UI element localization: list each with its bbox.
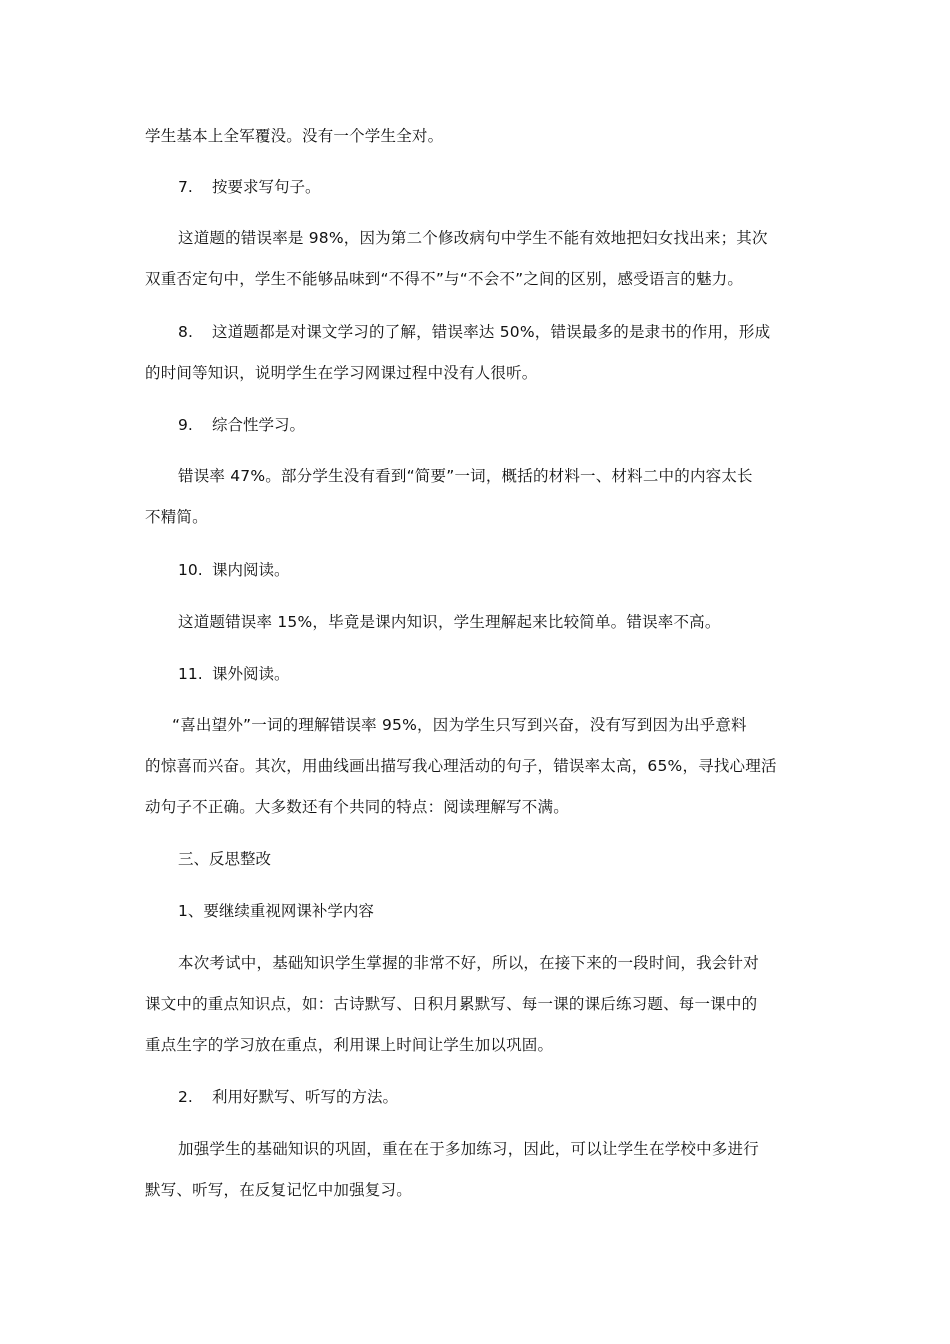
- subsection-heading-1: 1、要继续重视网课补学内容: [178, 902, 374, 920]
- heading-item-9: 9. 综合性学习。: [178, 416, 306, 434]
- paragraph-subsection-2: 加强学生的基础知识的巩固，重在在于多加练习，因此，可以让学生在学校中多进行 默写、听写，在反复记忆中加强复习。: [145, 1140, 759, 1199]
- paragraph-item-11: “喜出望外”一词的理解错误率 95%，因为学生只写到兴奋，没有写到因为出乎意料 的惊喜而兴奋。其次，用曲线画出描写我心理活动的句子，错误率太高，65%，寻找心理活 动句子不正确。大多数还有个共同的特点：阅读理解写不满。: [145, 716, 777, 816]
- paragraph-subsection-1: 本次考试中，基础知识学生掌握的非常不好，所以，在接下来的一段时间，我会针对 课文中的重点知识点，如：古诗默写、日积月累默写、每一课的课后练习题、每一课中的 重点生字的学习放在重点，利用课上时间让学生加以巩固。: [145, 954, 759, 1054]
- paragraph-item-10: 这道题错误率 15%，毕竟是课内知识，学生理解起来比较简单。错误率不高。: [178, 613, 721, 631]
- paragraph-intro: 学生基本上全军覆没。没有一个学生全对。: [145, 127, 444, 145]
- paragraph-item-9: 错误率 47%。部分学生没有看到“简要”一词，概括的材料一、材料二中的内容太长 不精简。: [145, 467, 753, 526]
- section-heading-reflection: 三、反思整改: [178, 850, 272, 868]
- heading-item-10: 10. 课内阅读。: [178, 561, 290, 579]
- paragraph-item-7: 这道题的错误率是 98%，因为第二个修改病句中学生不能有效地把妇女找出来；其次 双重否定句中，学生不能够品味到“不得不”与“不会不”之间的区别，感受语言的魅力。: [145, 229, 768, 288]
- paragraph-item-8: 8. 这道题都是对课文学习的了解，错误率达 50%，错误最多的是隶书的作用，形成 的时间等知识，说明学生在学习网课过程中没有人很听。: [145, 323, 771, 382]
- heading-item-7: 7. 按要求写句子。: [178, 178, 321, 196]
- subsection-heading-2: 2. 利用好默写、听写的方法。: [178, 1088, 399, 1106]
- heading-item-11: 11. 课外阅读。: [178, 665, 290, 683]
